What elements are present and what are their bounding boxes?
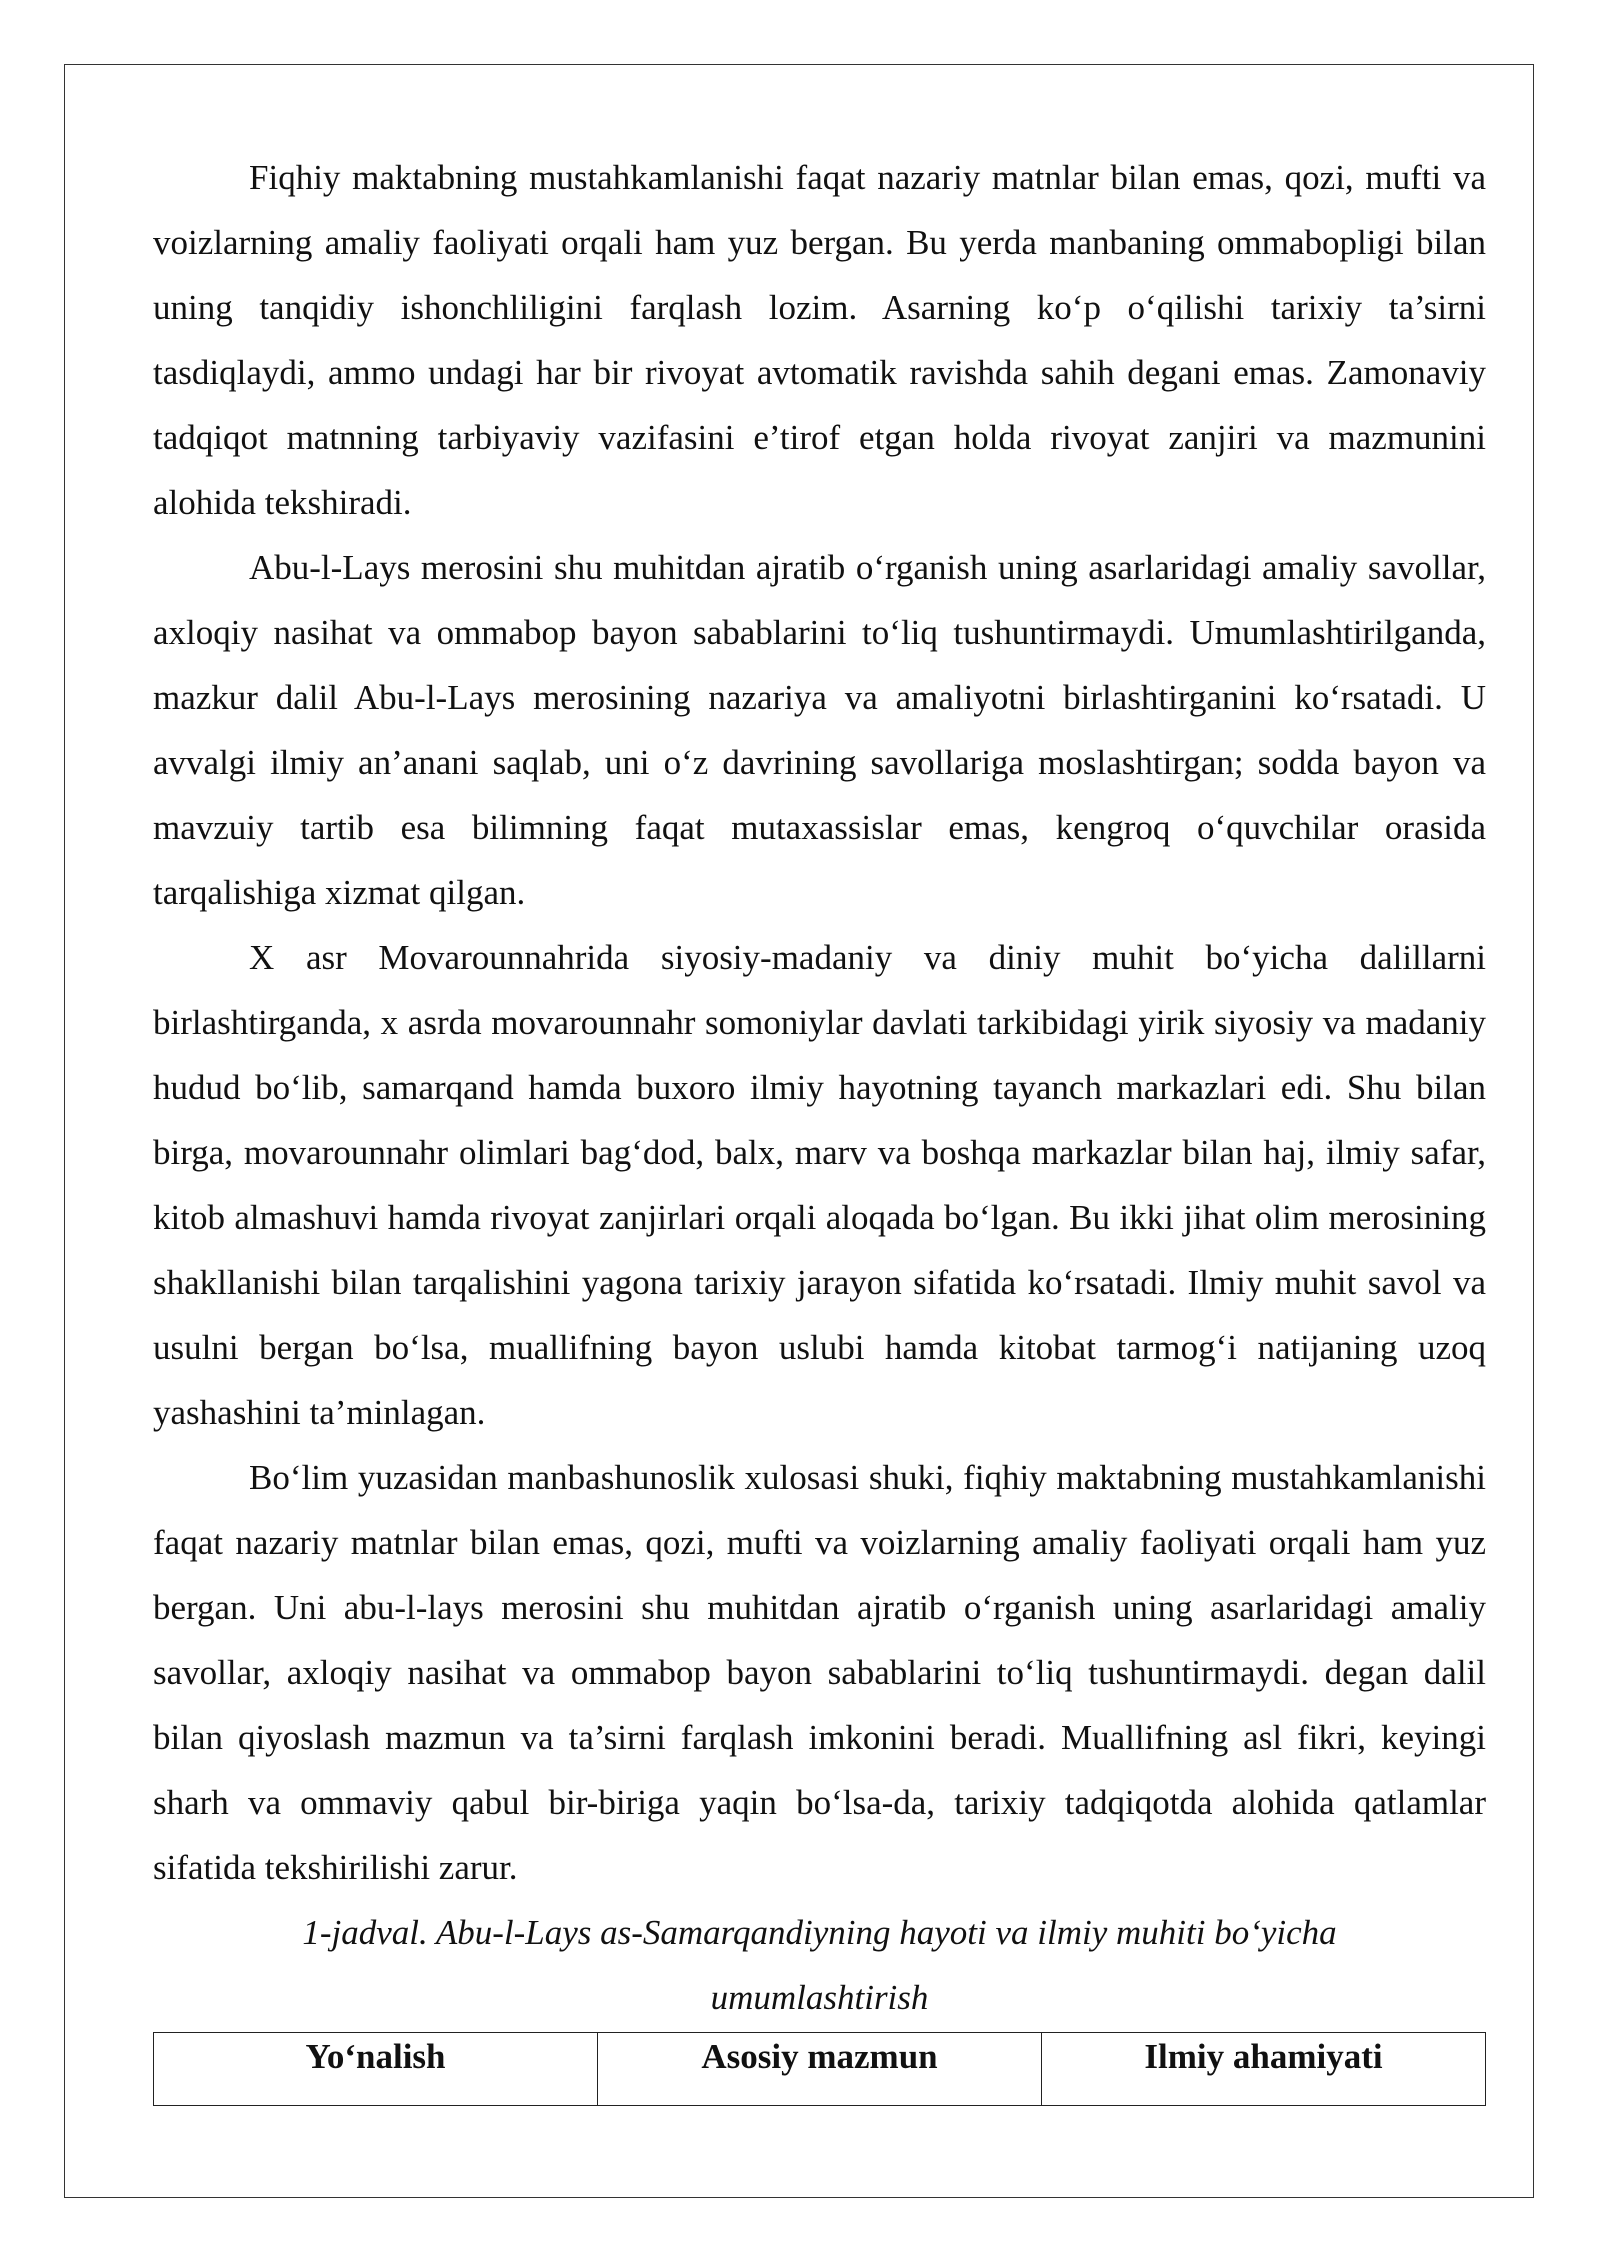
- paragraph-1: Fiqhiy maktabning mustahkamlanishi faqat nazariy matnlar bilan emas, qozi, mufti va voizlarning amaliy faoliyati orqali ham yuz bergan. Bu yerda manbaning ommabopligi bilan uning tanqidiy ishonchliligini farqlash lozim. Asarning ko‘p o‘qilishi tarixiy ta’sirni tasdiqlaydi, ammo undagi har bir rivoyat avtomatik ravishda sahih degani emas. Zamonaviy tadqiqot matnning tarbiyaviy vazifasini e’tirof etgan holda rivoyat zanjiri va mazmunini alohida tekshiradi.: [153, 158, 1486, 522]
- table-header-content: Asosiy mazmun: [598, 2033, 1042, 2106]
- paragraph-3: X asr Movarounnahrida siyosiy-madaniy va diniy muhit bo‘yicha dalillarni birlashtirganda, x asrda movarounnahr somoniylar davlati tarkibidagi yirik siyosiy va madaniy hudud bo‘lib, samarqand hamda buxoro ilmiy hayotning tayanch markazlari edi. Shu bilan birga, movarounnahr olimlari bag‘dod, balx, marv va boshqa markazlar bilan haj, ilmiy safar, kitob almashuvi hamda rivoyat zanjirlari orqali aloqada bo‘lgan. Bu ikki jihat olim merosining shakllanishi bilan tarqalishini yagona tarixiy jarayon sifatida ko‘rsatadi. Ilmiy muhit savol va usulni bergan bo‘lsa, muallifning bayon uslubi hamda kitobat tarmog‘i natijaning uzoq yashashini ta’minlagan.: [153, 938, 1486, 1432]
- table-caption: 1-jadval. Abu-l-Lays as-Samarqandiyning hayoti va ilmiy muhiti bo‘yicha umumlashtirish: [302, 1913, 1337, 2017]
- table-header-row: [154, 2033, 1486, 2106]
- table-header-direction: Yo‘nalish: [154, 2033, 598, 2106]
- paragraph-4: Bo‘lim yuzasidan manbashunoslik xulosasi shuki, fiqhiy maktabning mustahkamlanishi faqat nazariy matnlar bilan emas, qozi, mufti va voizlarning amaliy faoliyati orqali ham yuz bergan. Uni abu-l-lays merosini shu muhitdan ajratib o‘rganish uning asarlaridagi amaliy savollar, axloqiy nasihat va ommabop bayon sabablarini to‘liq tushuntirmaydi. degan dalil bilan qiyoslash mazmun va ta’sirni farqlash imkonini beradi. Muallifning asl fikri, keyingi sharh va ommaviy qabul bir-biriga yaqin bo‘lsa-da, tarixiy tadqiqotda alohida qatlamlar sifatida tekshirilishi zarur.: [153, 1458, 1486, 1887]
- table-header-significance: Ilmiy ahamiyati: [1042, 2033, 1486, 2106]
- paragraph-2: Abu-l-Lays merosini shu muhitdan ajratib o‘rganish uning asarlaridagi amaliy savollar, axloqiy nasihat va ommabop bayon sabablarini to‘liq tushuntirmaydi. Umumlashtirilganda, mazkur dalil Abu-l-Lays merosining nazariya va amaliyotni birlashtirganini ko‘rsatadi. U avvalgi ilmiy an’anani saqlab, uni o‘z davrining savollariga moslashtirgan; sodda bayon va mavzuiy tartib esa bilimning faqat mutaxassislar emas, kengroq o‘quvchilar orasida tarqalishiga xizmat qilgan.: [153, 548, 1486, 912]
- document-body: [153, 145, 1486, 2106]
- summary-table: [153, 2032, 1486, 2106]
